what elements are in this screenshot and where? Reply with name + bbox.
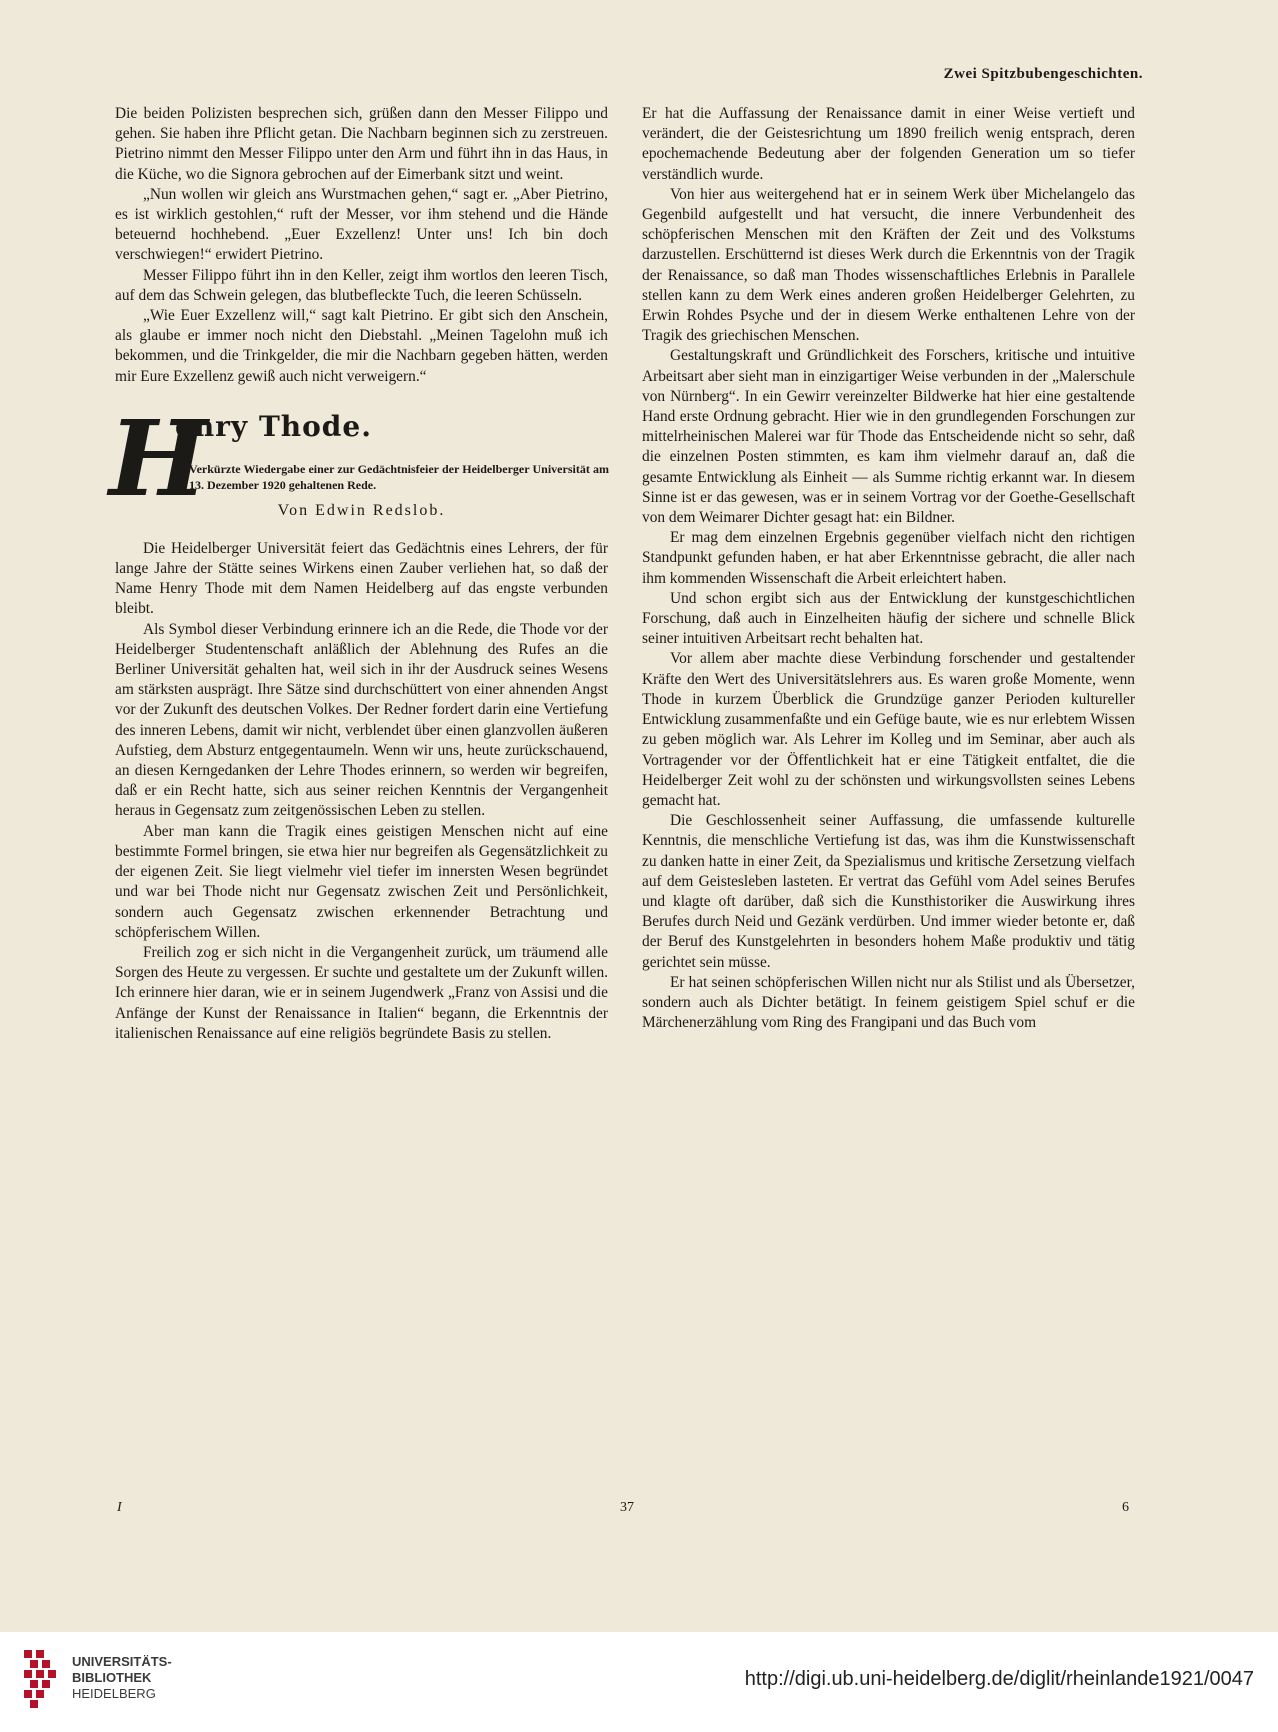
- article-subtitle: Verkürzte Wiedergabe einer zur Gedächtnisfeier der Heidelberger Universität am 13. Dezember 1920 gehaltenen Rede.: [189, 461, 609, 492]
- library-name-line: HEIDELBERG: [72, 1686, 156, 1701]
- left-column: [109, 104, 609, 1044]
- paragraph: Vor allem aber machte diese Verbindung forschender und gestaltender Kräfte den Wert des Universitätslehrers aus. Es waren große Momente, wenn Thode in kurzem Überblick die Grundzüge ganzer Perioden kultureller Entwicklung zusammenfaßte und ein Gefüge baute, wie es nur erlebtem Wissen zu geben möglich war. Als Lehrer im Kolleg und im Seminar, aber auch als Vortragender vor der Öffentlichkeit hat er eine Tätigkeit entfaltet, die die Heidelberger Zeit wohl zu der schönsten und wirkungsvollsten seines Lebens gemacht hat.: [642, 650, 1135, 809]
- running-head: Zwei Spitzbubengeschichten.: [943, 66, 1143, 82]
- article-heading: [109, 396, 609, 531]
- paragraph: „Wie Euer Exzellenz will,“ sagt kalt Pietrino. Er gibt sich den Anschein, als glaube er immer noch nicht den Diebstahl. „Meinen Tagelohn muß ich bekommen, und die Trinkgelder, die mir die Nachbarn gegeben hätten, werden mir Eure Exzellenz gewiß auch nicht verweigern.“: [115, 307, 608, 385]
- paragraph: Er hat die Auffassung der Renaissance damit in einer Weise vertieft und verändert, die der Geistesrichtung um 1890 freilich wenig entsprach, deren epochemachende Bedeutung aber der folgenden Generation um so tiefer verständlich wurde.: [642, 105, 1135, 183]
- article-author: Von Edwin Redslob.: [277, 501, 446, 519]
- signature-mark: I: [117, 1500, 122, 1515]
- paragraph: Als Symbol dieser Verbindung erinnere ich an die Rede, die Thode vor der Heidelberger Studentenschaft anläßlich der Ablehnung des Rufes an die Berliner Universität gehalten hat, weil sich in ihr der Ausdruck seines Wesens am stärksten ausprägt. Ihre Sätze sind durchschüttert von einer ahnenden Angst vor der Zukunft des deutschen Volkes. Der Redner fordert darin eine Vertiefung des inneren Lebens, damit wir nicht, verblendet über einen glanzvollen äußeren Aufstieg, dem Absturz entgegentaumeln. Wenn wir uns, heute zurückschauend, an diesen Kerngedanken der Lehre Thodes erinnern, so werden wir begreifen, daß er ein Recht hatte, sich aus seiner reichen Kenntnis der Vergangenheit heraus in Gegensatz zum zeitgenössischen Leben zu stellen.: [115, 620, 608, 820]
- paragraph: Freilich zog er sich nicht in die Vergangenheit zurück, um träumend alle Sorgen des Heute zu vergessen. Er suchte und gestaltete um der Zukunft willen. Ich erinnere hier daran, wie er in seinem Jugendwerk „Franz von Assisi und die Anfänge der Kunst der Renaissance in Italien“ begann, die Erkenntnis der italienischen Renaissance auf eine religiös begründete Basis zu stellen.: [115, 943, 608, 1042]
- article-title: enry Thode.: [175, 409, 372, 443]
- paragraph: Messer Filippo führt ihn in den Keller, zeigt ihm wortlos den leeren Tisch, auf dem das Schwein gelegen, das blutbefleckte Tuch, die leeren Schüsseln.: [115, 266, 608, 304]
- right-column: [642, 104, 1135, 1033]
- drop-cap: H: [109, 396, 208, 520]
- paragraph: Er mag dem einzelnen Ergebnis gegenüber vielfach nicht den richtigen Standpunkt gefunden haben, er hat aber Erkenntnisse gebracht, die aller nach ihm kommenden Wissenschaft die Arbeit erleichtert haben.: [642, 529, 1135, 587]
- paragraph: Und schon ergibt sich aus der Entwicklung der kunstgeschichtlichen Forschung, daß auch in Einzelheiten häufig der sichere und schnelle Blick seiner intuitiven Arbeitsart recht behalten hat.: [642, 589, 1135, 648]
- paragraph: Die beiden Polizisten besprechen sich, grüßen dann den Messer Filippo und gehen. Sie haben ihre Pflicht getan. Die Nachbarn beginnen sich zu zerstreuen. Pietrino nimmt den Messer Filippo unter den Arm und führt ihn in das Haus, in die Küche, wo die Signora gebrochen auf der Eimerbank sitzt und weint.: [115, 105, 608, 183]
- paragraph: Die Geschlossenheit seiner Auffassung, die umfassende kulturelle Kenntnis, die menschliche Vertiefung ist das, was ihm die Kunstwissenschaft zu danken hatte in einer Zeit, da Spezialismus und kritische Zersetzung vielfach auf dem Geistesleben lasteten. Er vertrat das Gefühl vom Adel seines Berufes und klagte oft darüber, daß sich die Kunsthistoriker die Auswirkung ihres Berufes durch Neid und Gezänk verdürben. Und immer wieder betonte er, daß der Beruf des Kunstgelehrten in besonders hohem Maße produktiv und tätig gerichtet sein müsse.: [642, 812, 1135, 971]
- university-library-logo-icon: [20, 1646, 70, 1712]
- page-number: 37: [620, 1500, 634, 1515]
- library-name: [72, 1654, 172, 1702]
- paragraph: Aber man kann die Tragik eines geistigen Menschen nicht auf eine bestimmte Formel bringen, sie etwa hier nur begreifen als Gegensätzlichkeit zu der eigenen Zeit. Sie liegt vielmehr viel tiefer im innersten Wesen begründet und war bei Thode nicht nur Gegensatz zwischen Zeit und Persönlichkeit, sondern auch Gegensatz zwischen erkennender Betrachtung und schöpferischem Willen.: [115, 822, 608, 941]
- paragraph: Gestaltungskraft und Gründlichkeit des Forschers, kritische und intuitive Arbeitsart aber sieht man in einzigartiger Weise verbunden in der „Malerschule von Nürnberg“. In ein Gewirr vereinzelter Bildwerke hat hier eine gestaltende Hand erste Ordnung gebracht. Hier wie in den grundlegenden Forschungen zur mittelrheinischen Malerei war für Thode das Entscheidende nicht so sehr, daß die einzelnen Posten stimmten, es kam ihm vielmehr darauf an, daß die gesamte Entwicklung als Einheit — als Summe richtig erkannt war. In diesem Sinne ist er das gewesen, was er in seinem Vortrag vor der Goethe-Gesellschaft von dem Weimarer Dichter gesagt hat: ein Bildner.: [642, 347, 1135, 527]
- paragraph: Er hat seinen schöpferischen Willen nicht nur als Stilist und als Übersetzer, sondern auch als Dichter betätigt. In feinem geistigem Spiel schuf er die Märchenerzählung vom Ring des Frangipani und das Buch vom: [642, 973, 1135, 1032]
- paragraph: „Nun wollen wir gleich ans Wurstmachen gehen,“ sagt er. „Aber Pietrino, es ist wirklich gestohlen,“ ruft der Messer, vor ihm stehend und die Hände beteuernd hochhebend. „Euer Exzellenz! Unter uns! Ich bin doch verschwiegen!“ erwidert Pietrino.: [115, 185, 608, 264]
- paragraph: Die Heidelberger Universität feiert das Gedächtnis eines Lehrers, der für lange Jahre der Stätte seines Wirkens einen Zauber verliehen hat, so daß der Name Henry Thode mit dem Namen Heidelberg auf das engste verbunden bleibt.: [115, 539, 608, 618]
- sheet-number: 6: [1122, 1500, 1129, 1515]
- source-url-link[interactable]: http://digi.ub.uni-heidelberg.de/diglit/rheinlande1921/0047: [744, 1668, 1254, 1690]
- paragraph: Von hier aus weitergehend hat er in seinem Werk über Michelangelo das Gegenbild aufgestellt und hat versucht, die innere Verbundenheit des schöpferischen Menschen mit den Kräften der Zeit und des Volkstums darzustellen. Erschütternd ist dieses Werk durch die Erkenntnis von der Tragik der Renaissance, so daß man Thodes wissenschaftliches Erlebnis in Parallele stellen kann zu dem Werk eines anderen großen Heidelberger Gelehrten, zu Erwin Rohdes Psyche und der in diesem Werke enthaltenen Lehre von der Tragik des griechischen Menschen.: [642, 185, 1135, 345]
- library-footer: [0, 1632, 1278, 1732]
- library-name-line: BIBLIOTHEK: [72, 1670, 152, 1685]
- library-name-line: UNIVERSITÄTS-: [72, 1654, 172, 1669]
